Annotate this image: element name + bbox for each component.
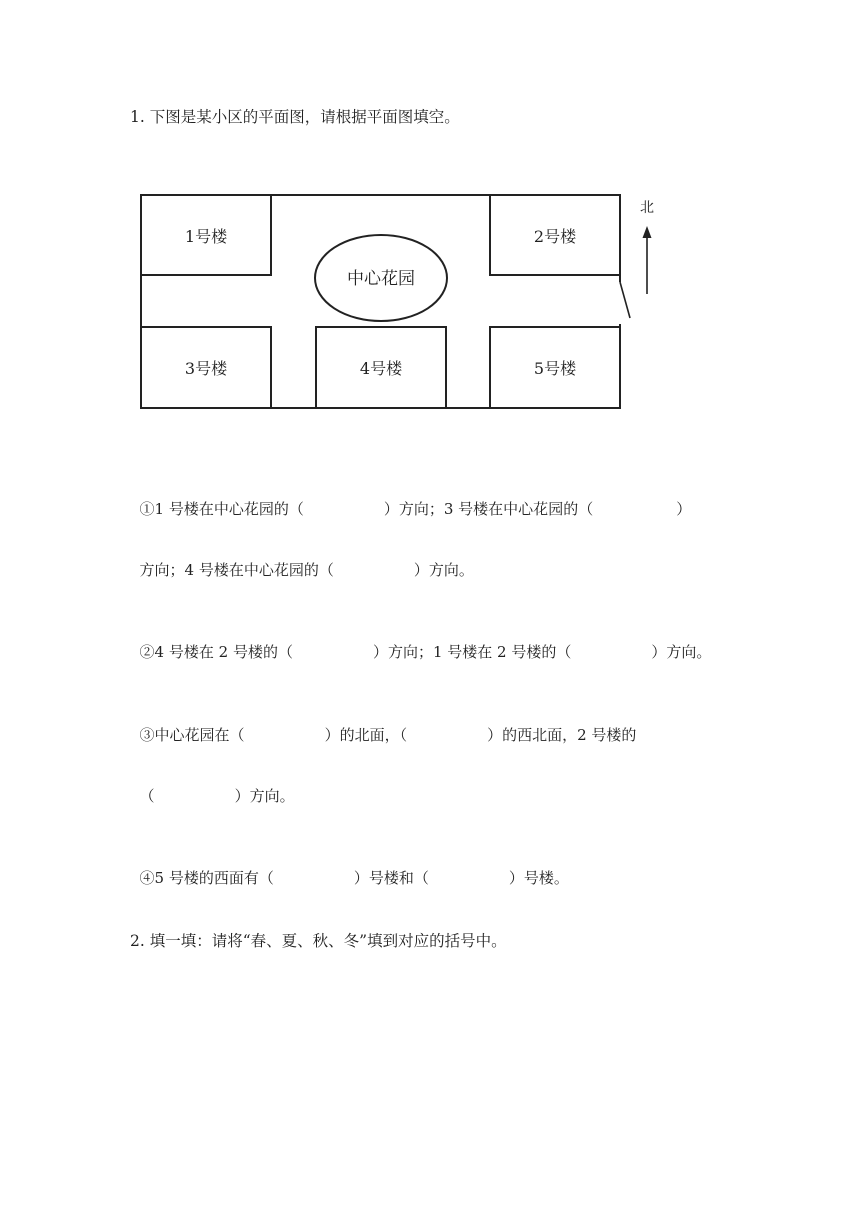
map-outline xyxy=(141,195,630,408)
item-3-line-2 xyxy=(130,766,295,806)
item-3-part-a: ③中心花园在（ xyxy=(139,726,245,744)
item-3-part-c: ）的西北面，2 号楼的 xyxy=(487,726,637,744)
item-3-part-b: ）的北面，（ xyxy=(324,726,408,744)
garden-ellipse xyxy=(315,235,447,321)
item-1-line-1 xyxy=(130,479,691,519)
item-1-part-d: 方向；4 号楼在中心花园的（ xyxy=(139,561,334,579)
item-4-part-c: ）号楼。 xyxy=(508,869,569,887)
item-2-part-c: ）方向。 xyxy=(651,643,712,661)
item-3-part-e: ）方向。 xyxy=(234,787,295,805)
item-2-line-1 xyxy=(130,622,711,662)
north-label: 北 xyxy=(640,200,654,216)
question-2-title: 2. 填一填：请将“春、夏、秋、冬”填到对应的括号中。 xyxy=(130,932,507,950)
item-2-part-b: ）方向；1 号楼在 2 号楼的（ xyxy=(372,643,572,661)
item-3-line-1 xyxy=(130,705,636,745)
building-2-label: 2号楼 xyxy=(533,227,577,246)
building-4-label: 4号楼 xyxy=(359,359,403,378)
building-1-box xyxy=(141,195,271,275)
building-3-label: 3号楼 xyxy=(184,359,228,378)
item-1-part-e: ）方向。 xyxy=(413,561,474,579)
item-2-part-a: ②4 号楼在 2 号楼的（ xyxy=(139,643,293,661)
floor-plan-map xyxy=(0,0,860,430)
building-4-box xyxy=(316,327,446,408)
building-3-box xyxy=(141,327,271,408)
question-1-title: 1. 下图是某小区的平面图，请根据平面图填空。 xyxy=(130,108,460,126)
garden-label: 中心花园 xyxy=(347,269,415,289)
building-5-box xyxy=(490,327,620,408)
item-1-part-a: ①1 号楼在中心花园的（ xyxy=(139,500,304,518)
building-1-label: 1号楼 xyxy=(184,227,228,246)
building-2-box xyxy=(490,195,620,275)
item-1-part-b: ）方向；3 号楼在中心花园的（ xyxy=(383,500,594,518)
item-3-part-d: （ xyxy=(139,787,155,805)
north-arrow-icon xyxy=(643,226,652,294)
gate-door xyxy=(620,282,630,318)
item-1-line-2 xyxy=(130,540,474,580)
item-4-part-b: ）号楼和（ xyxy=(353,869,429,887)
item-1-part-c: ） xyxy=(676,500,692,518)
item-4-line-1 xyxy=(130,848,569,888)
building-5-label: 5号楼 xyxy=(533,359,577,378)
item-4-part-a: ④5 号楼的西面有（ xyxy=(139,869,274,887)
